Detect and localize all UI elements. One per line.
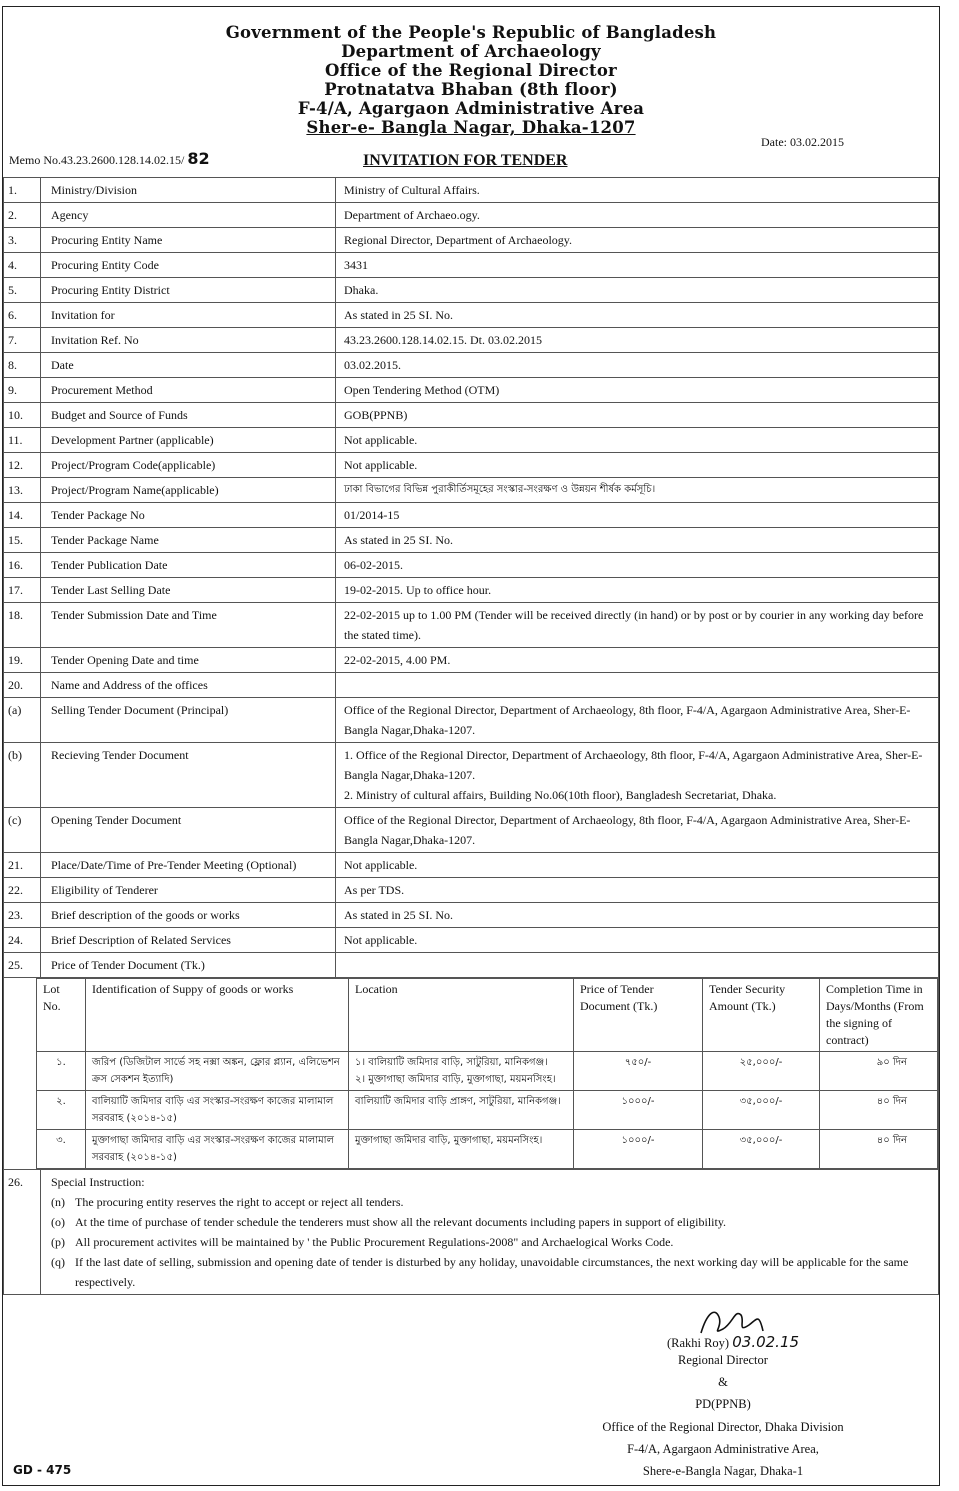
lot-header-cell: Lot No. [37,979,86,1052]
detail-row [4,428,939,453]
row-value-text: 1. Office of the Regional Director, Department of Archaeology, 8th floor, F-4/A, Agargaon Administrative Area, Sher-E-Bangla Nagar,Dhaka-1207. [344,748,923,782]
row-label: Procuring Entity Name [41,228,336,253]
special-instruction-cell [41,1170,939,1295]
lot-header-cell: Price of Tender Document (Tk.) [574,979,703,1052]
row-label: Price of Tender Document (Tk.) [41,953,336,978]
row-value-text: Regional Director, Department of Archaeology. [344,233,572,247]
detail-row [4,178,939,203]
row-number: (c) [4,808,41,853]
row-number: 24. [4,928,41,953]
row-label: Eligibility of Tenderer [41,878,336,903]
row-value-text: Not applicable. [344,433,418,447]
lot-location [349,1091,574,1130]
detail-row [4,853,939,878]
memo-handwritten-number: 82 [187,149,210,168]
row-label: Recieving Tender Document [41,743,336,808]
tender-notice-page [2,6,940,1486]
row-number: 7. [4,328,41,353]
row-label: Opening Tender Document [41,808,336,853]
row-label: Procuring Entity District [41,278,336,303]
lot-table-row [4,978,939,1170]
row-value-text-2: 2. Ministry of cultural affairs, Building No.06(10th floor), Bangladesh Secretariat, Dhaka. [344,788,777,802]
detail-row [4,478,939,503]
header-line-4: Protnatatva Bhaban (8th floor) [324,80,618,99]
lot-table-cell [4,978,939,1170]
special-instruction-key: (q) [51,1255,65,1269]
row-number: 1. [4,178,41,203]
row-value [336,673,939,698]
row-value [336,203,939,228]
detail-row [4,353,939,378]
row-number: 10. [4,403,41,428]
row-value-text: As stated in 25 SI. No. [344,308,453,322]
detail-row [4,878,939,903]
lot-number: ১. [37,1052,86,1091]
lot-location-2: ২। মুক্তাগাছা জমিদার বাড়ি, মুক্তাগাছা, ময়মনসিংহ। [355,1074,556,1085]
row-value-text: As stated in 25 SI. No. [344,908,453,922]
row-value [336,953,939,978]
row-value-text: As per TDS. [344,883,405,897]
lot-location-1: মুক্তাগাছা জমিদার বাড়ি, মুক্তাগাছা, ময়মনসিংহ। [355,1135,543,1146]
row-number: 8. [4,353,41,378]
row-value-text: Office of the Regional Director, Department of Archaeology, 8th floor, F-4/A, Agargaon Administrative Area, Sher-E-Bangla Nagar,Dhaka-1207. [344,703,911,737]
header-line-2: Department of Archaeology [341,42,601,61]
detail-row [4,553,939,578]
detail-row [4,378,939,403]
row-label: Brief description of the goods or works [41,903,336,928]
lot-location-1: বালিয়াটি জমিদার বাড়ি প্রাঙ্গণ, সাটুরিয়া, মানিকগঞ্জ। [355,1096,561,1107]
lot-header-cell: Tender Security Amount (Tk.) [703,979,820,1052]
row-number: 3. [4,228,41,253]
row-value-text: Dhaka. [344,283,379,297]
row-value [336,328,939,353]
special-instruction-text: All procurement activites will be maintained by ' the Public Procurement Regulations-2008" and Archaelogical Works Code. [75,1235,674,1249]
lot-completion-time: ৪০ দিন [820,1130,938,1169]
row-number: 20. [4,673,41,698]
lot-completion-time: ৪০ দিন [820,1091,938,1130]
row-value-text: 22-02-2015 up to 1.00 PM (Tender will be received directly (in hand) or by post or by courier in any working day before the stated time). [344,608,924,642]
row-label: Invitation Ref. No [41,328,336,353]
detail-row [4,698,939,743]
row-value-text: 22-02-2015, 4.00 PM. [344,653,451,667]
lot-header-cell: Location [349,979,574,1052]
row-label: Development Partner (applicable) [41,428,336,453]
row-value [336,478,939,503]
signatory-address-2: Shere-e-Bangla Nagar, Dhaka-1 [642,1464,804,1478]
notice-date: Date: 03.02.2015 [761,135,844,149]
signature-date: 03.02.15 [732,1333,800,1351]
row-label: Name and Address of the offices [41,673,336,698]
lot-security: ৩৫,০০০/- [703,1091,820,1130]
row-value-text: Open Tendering Method (OTM) [344,383,500,397]
header-line-1: Government of the People's Republic of Bangladesh [225,23,717,42]
header-line-6: Sher-e- Bangla Nagar, Dhaka-1207 [306,118,636,137]
special-instruction-row [4,1170,939,1295]
row-value-text: As stated in 25 SI. No. [344,533,453,547]
lot-header-cell: Identification of Suppy of goods or works [86,979,349,1052]
lot-price: ১০০০/- [574,1130,703,1169]
detail-row [4,503,939,528]
signatory-title: Regional Director [678,1353,768,1367]
row-number: 4. [4,253,41,278]
row-value-text: 3431 [344,258,368,272]
lot-location [349,1052,574,1091]
lot-header-cell: Completion Time in Days/Months (From the signing of contract) [820,979,938,1052]
row-value [336,503,939,528]
row-label: Agency [41,203,336,228]
row-number: 13. [4,478,41,503]
row-value-text: Ministry of Cultural Affairs. [344,183,480,197]
signatory-and: & [718,1375,728,1389]
lot-identification: বালিয়াটি জমিদার বাড়ি এর সংস্কার-সংরক্ষণ কাজের মালামাল সরবরাহ (২০১৪-১৫) [86,1091,349,1130]
row-number: 5. [4,278,41,303]
special-instruction-title: Special Instruction: [51,1175,145,1189]
special-instruction-item [51,1212,932,1232]
row-value-text: 43.23.2600.128.14.02.15. Dt. 03.02.2015 [344,333,542,347]
row-label: Procuring Entity Code [41,253,336,278]
lot-header-row [37,979,938,1052]
row-label: Procurement Method [41,378,336,403]
special-instruction-key: (o) [51,1215,65,1229]
lot-number: ২. [37,1091,86,1130]
signatory-address-1: F-4/A, Agargaon Administrative Area, [627,1442,819,1456]
detail-row [4,928,939,953]
row-value [336,878,939,903]
detail-row [4,303,939,328]
row-value [336,403,939,428]
lot-number: ৩. [37,1130,86,1169]
row-value-text: 06-02-2015. [344,558,403,572]
detail-row [4,328,939,353]
row-number: 23. [4,903,41,928]
row-number: 17. [4,578,41,603]
row-value [336,743,939,808]
row-number: 19. [4,648,41,673]
row-value [336,228,939,253]
row-number: 21. [4,853,41,878]
special-instruction-key: (n) [51,1195,65,1209]
row-label: Budget and Source of Funds [41,403,336,428]
row-value-text: Not applicable. [344,858,418,872]
row-label: Tender Opening Date and time [41,648,336,673]
row-value [336,698,939,743]
lot-price: ৭৫০/- [574,1052,703,1091]
row-value-text: GOB(PPNB) [344,408,408,422]
lot-identification: জরিপ (ডিজিটাল সার্ভে সহ নক্সা অঙ্কন, ফ্লোর প্ল্যান, এলিভেশন ক্রস সেকশন ইত্যাদি) [86,1052,349,1091]
signatory-office: Office of the Regional Director, Dhaka Division [602,1420,844,1434]
row-value [336,648,939,673]
detail-row [4,903,939,928]
memo-number: Memo No.43.23.2600.128.14.02.15/ 82 [9,149,210,168]
row-label: Date [41,353,336,378]
detail-row-25 [4,953,939,978]
row-value [336,453,939,478]
row-number: 6. [4,303,41,328]
row-label: Brief Description of Related Services [41,928,336,953]
row-value [336,278,939,303]
row-value-text: Office of the Regional Director, Department of Archaeology, 8th floor, F-4/A, Agargaon Administrative Area, Sher-E-Bangla Nagar,Dhaka-1207. [344,813,911,847]
footer-code: GD - 475 [13,1463,72,1477]
row-value [336,808,939,853]
row-number: 11. [4,428,41,453]
row-value-text: Not applicable. [344,933,418,947]
special-instruction-text: If the last date of selling, submission and opening date of tender is disturbed by any holiday, unavoidable circumstances, the next working day will be applicable for the same respectively. [75,1255,909,1289]
row-value [336,903,939,928]
row-value [336,853,939,878]
row-number: 18. [4,603,41,648]
special-instruction-text: At the time of purchase of tender schedule the tenderers must show all the relevant documents including papers in support of eligibility. [75,1215,727,1229]
header-line-5: F-4/A, Agargaon Administrative Area [297,99,645,118]
row-label: Tender Last Selling Date [41,578,336,603]
signatory-name-line: (Rakhi Roy) 03.02.15 [666,1333,800,1351]
row-number: 12. [4,453,41,478]
tender-details-table [3,177,939,1295]
row-number: 25. [4,953,41,978]
detail-row [4,403,939,428]
row-value [336,578,939,603]
row-number: 14. [4,503,41,528]
special-instruction-item [51,1252,932,1292]
row-number: 16. [4,553,41,578]
lot-row [37,1091,938,1130]
row-number: 22. [4,878,41,903]
row-label: Invitation for [41,303,336,328]
row-number: 15. [4,528,41,553]
row-value [336,553,939,578]
row-number: 9. [4,378,41,403]
detail-row [4,603,939,648]
row-value-text: ঢাকা বিভাগের বিভিন্ন পুরাকীর্তিসমূহের সংস্কার-সংরক্ষণ ও উন্নয়ন শীর্ষক কর্মসূচি। [344,484,656,495]
lot-security: ৩৫,০০০/- [703,1130,820,1169]
row-label: Selling Tender Document (Principal) [41,698,336,743]
row-value [336,378,939,403]
row-label: Tender Publication Date [41,553,336,578]
detail-row [4,743,939,808]
special-instruction-item [51,1192,932,1212]
special-instruction-key: (p) [51,1235,65,1249]
row-value-text: 03.02.2015. [344,358,401,372]
lot-location-1: ১। বালিয়াটি জমিদার বাড়ি, সাটুরিয়া, মানিকগঞ্জ। [355,1057,548,1068]
detail-row [4,673,939,698]
row-value [336,528,939,553]
lot-price: ১০০০/- [574,1091,703,1130]
signatory-role: PD(PPNB) [695,1397,751,1411]
row-value [336,428,939,453]
row-value [336,928,939,953]
letterhead [3,23,939,137]
detail-row [4,253,939,278]
row-value [336,603,939,648]
lot-completion-time: ৯০ দিন [820,1052,938,1091]
row-label: Project/Program Name(applicable) [41,478,336,503]
row-value-text: Not applicable. [344,458,418,472]
row-value-text: 19-02-2015. Up to office hour. [344,583,492,597]
detail-row [4,528,939,553]
row-number: (b) [4,743,41,808]
detail-row [4,578,939,603]
header-line-3: Office of the Regional Director [325,61,617,80]
detail-row [4,203,939,228]
detail-row [4,648,939,673]
detail-row [4,278,939,303]
row-label: Tender Submission Date and Time [41,603,336,648]
row-number: 26. [4,1170,41,1295]
row-label: Ministry/Division [41,178,336,203]
detail-row [4,808,939,853]
lot-table [36,978,938,1169]
detail-row [4,453,939,478]
row-value-text: Department of Archaeo.ogy. [344,208,480,222]
row-label: Tender Package Name [41,528,336,553]
row-value-text: 01/2014-15 [344,508,400,522]
special-instruction-item [51,1232,932,1252]
lot-location [349,1130,574,1169]
lot-security: ২৫,০০০/- [703,1052,820,1091]
row-number: (a) [4,698,41,743]
row-label: Project/Program Code(applicable) [41,453,336,478]
detail-row [4,228,939,253]
special-instruction-text: The procuring entity reserves the right to accept or reject all tenders. [75,1195,404,1209]
row-value [336,303,939,328]
row-label: Tender Package No [41,503,336,528]
row-value [336,353,939,378]
lot-row [37,1130,938,1169]
lot-row [37,1052,938,1091]
page-title: INVITATION FOR TENDER [363,152,568,169]
row-label: Place/Date/Time of Pre-Tender Meeting (Optional) [41,853,336,878]
row-value [336,178,939,203]
lot-identification: মুক্তাগাছা জমিদার বাড়ি এর সংস্কার-সংরক্ষণ কাজের মালামাল সরবরাহ (২০১৪-১৫) [86,1130,349,1169]
row-number: 2. [4,203,41,228]
row-value [336,253,939,278]
